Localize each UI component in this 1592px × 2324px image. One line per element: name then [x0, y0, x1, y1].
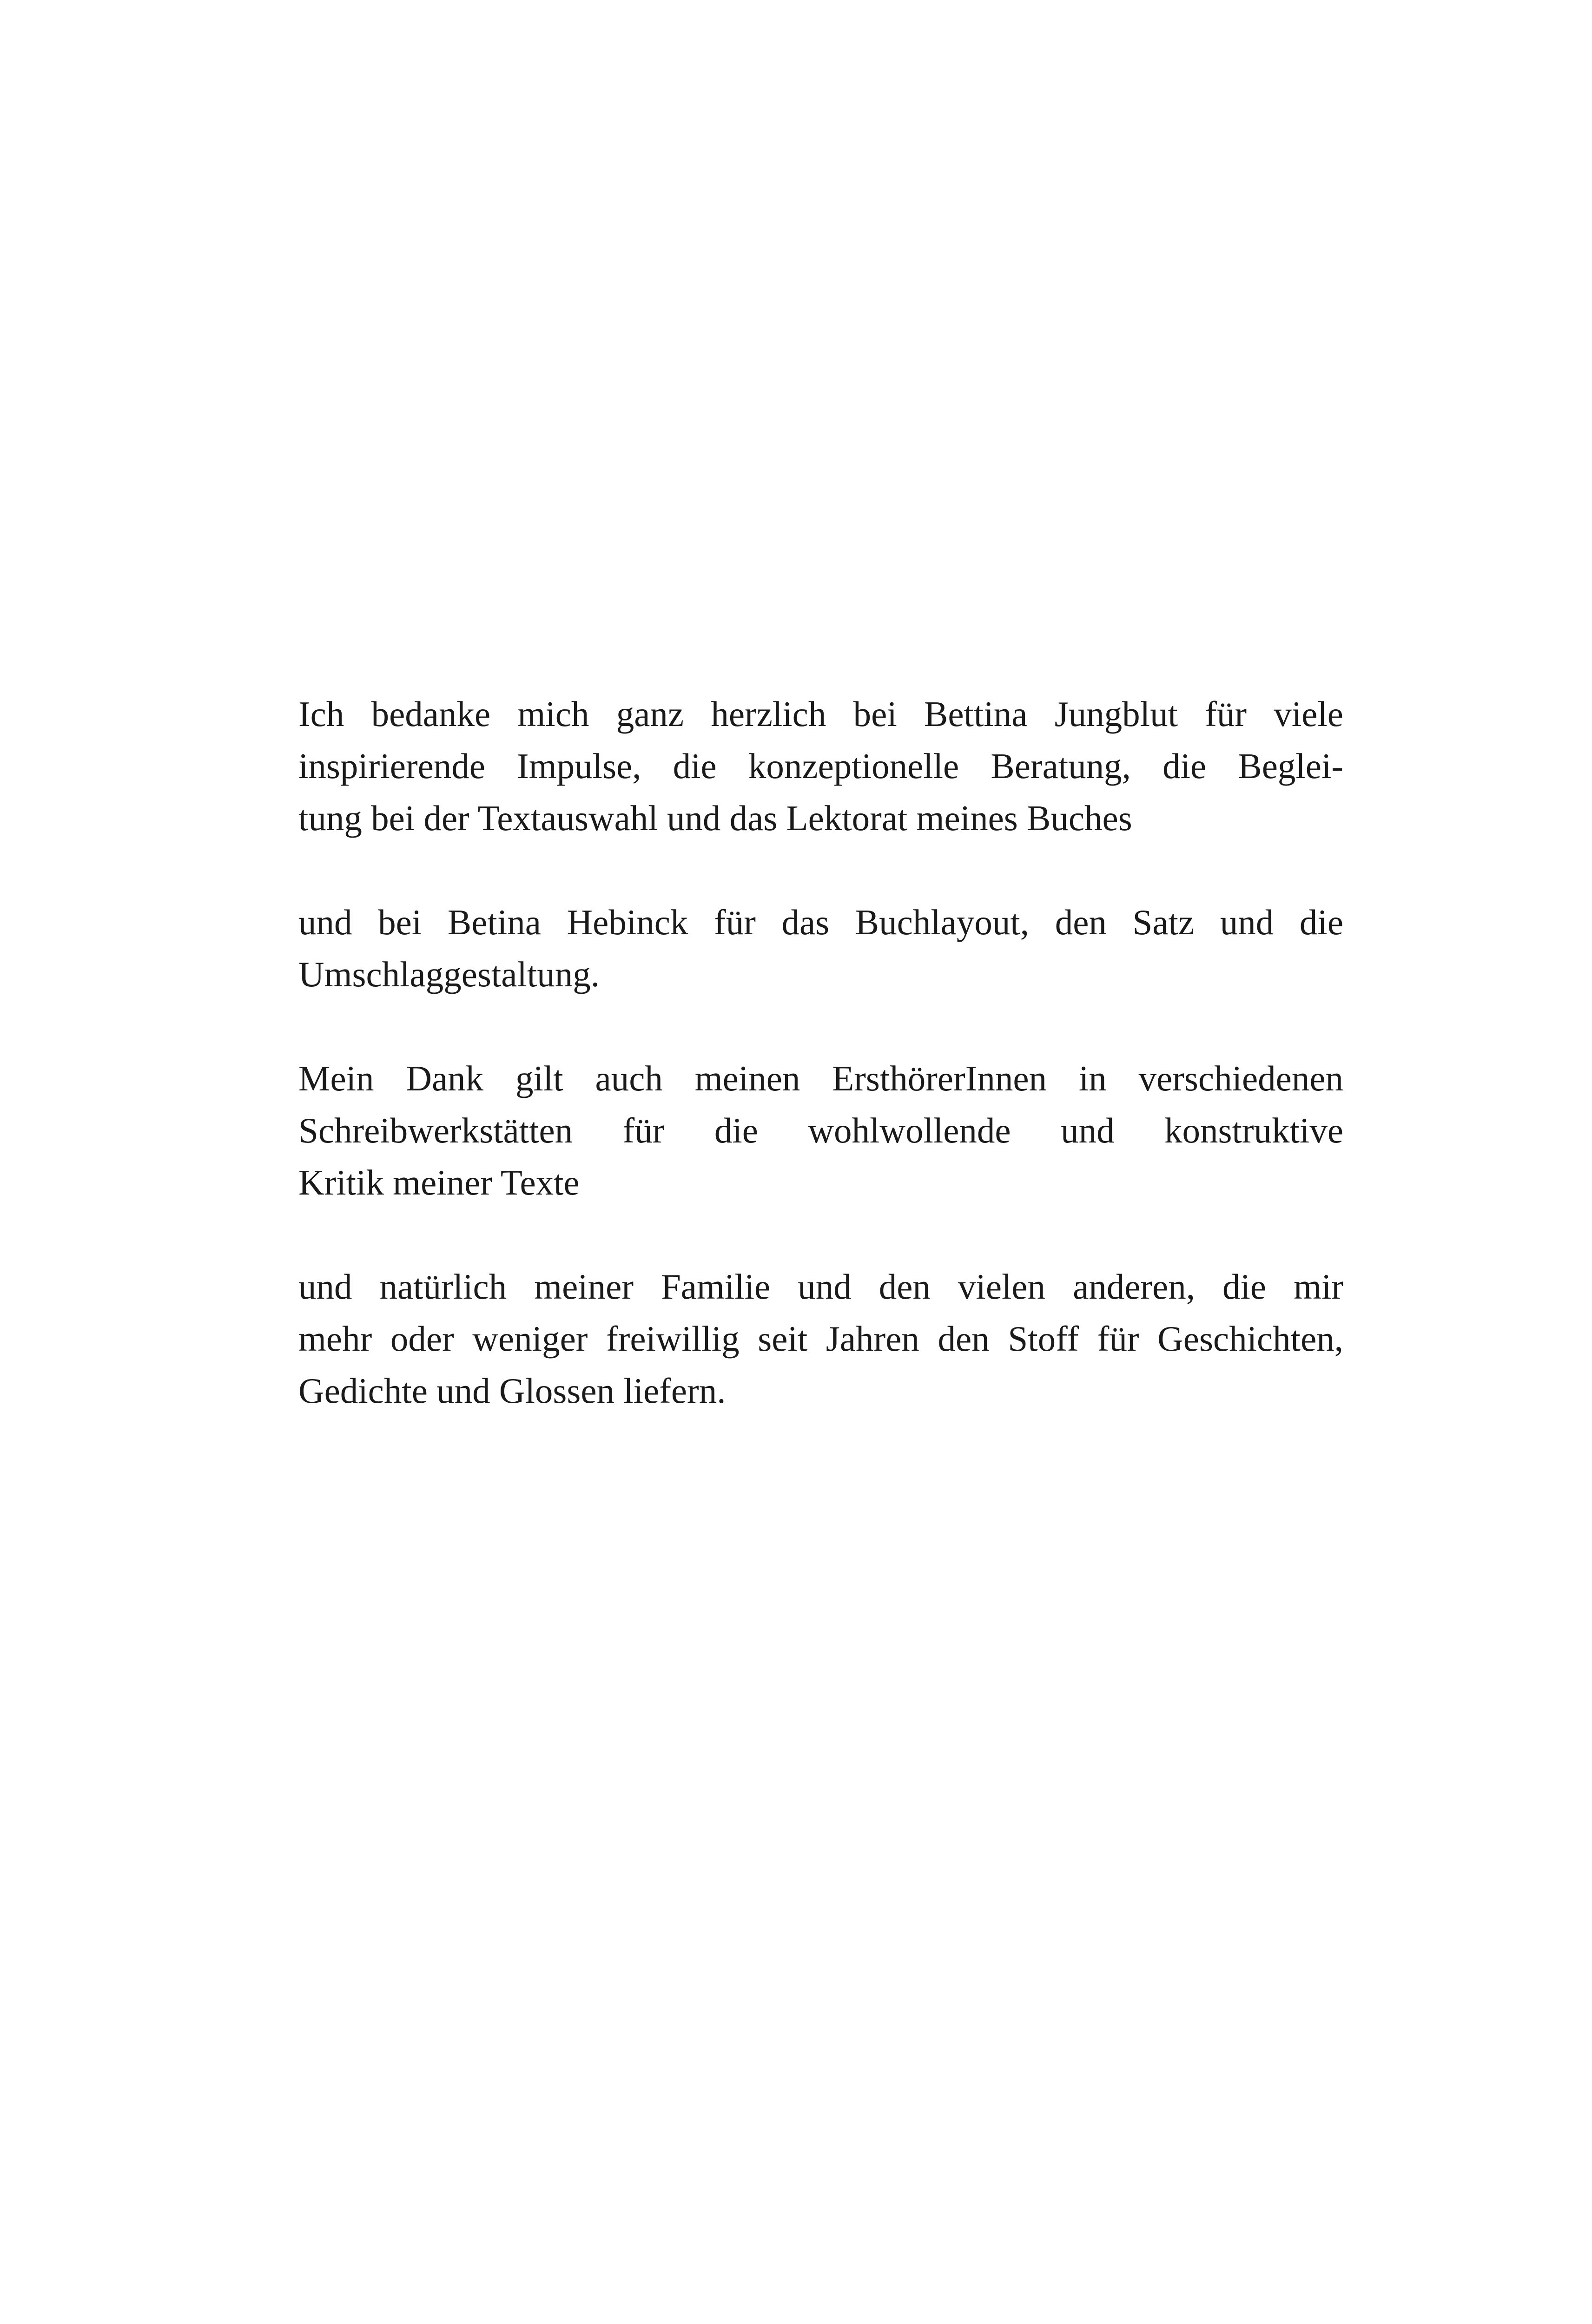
text-line: inspirierende Impulse, die konzeptionelle Beratung, die Beglei- — [298, 746, 1343, 786]
acknowledgement-paragraph-3 — [298, 1052, 1343, 1208]
acknowledgements-text — [298, 688, 1343, 1417]
acknowledgement-paragraph-1 — [298, 688, 1343, 844]
paragraph-spacer — [298, 844, 1343, 896]
text-line: und bei Betina Hebinck für das Buchlayout, den Satz und die — [298, 902, 1343, 942]
text-line: Umschlaggestaltung. — [298, 954, 600, 994]
text-line: und natürlich meiner Familie und den vielen anderen, die mir — [298, 1267, 1343, 1307]
text-line: Schreibwerkstätten für die wohlwollende und konstruktive — [298, 1110, 1343, 1150]
text-line: Ich bedanke mich ganz herzlich bei Bettina Jungblut für viele — [298, 694, 1343, 734]
paragraph-spacer — [298, 1000, 1343, 1052]
acknowledgement-paragraph-4 — [298, 1261, 1343, 1417]
text-line: Mein Dank gilt auch meinen ErsthörerInnen in verschiedenen — [298, 1058, 1343, 1098]
text-line: Gedichte und Glossen liefern. — [298, 1371, 726, 1411]
text-line: mehr oder weniger freiwillig seit Jahren den Stoff für Geschichten, — [298, 1319, 1343, 1359]
text-line: tung bei der Textauswahl und das Lektorat meines Buches — [298, 798, 1132, 838]
acknowledgement-paragraph-2 — [298, 896, 1343, 1000]
paragraph-spacer — [298, 1208, 1343, 1261]
text-line: Kritik meiner Texte — [298, 1162, 580, 1202]
